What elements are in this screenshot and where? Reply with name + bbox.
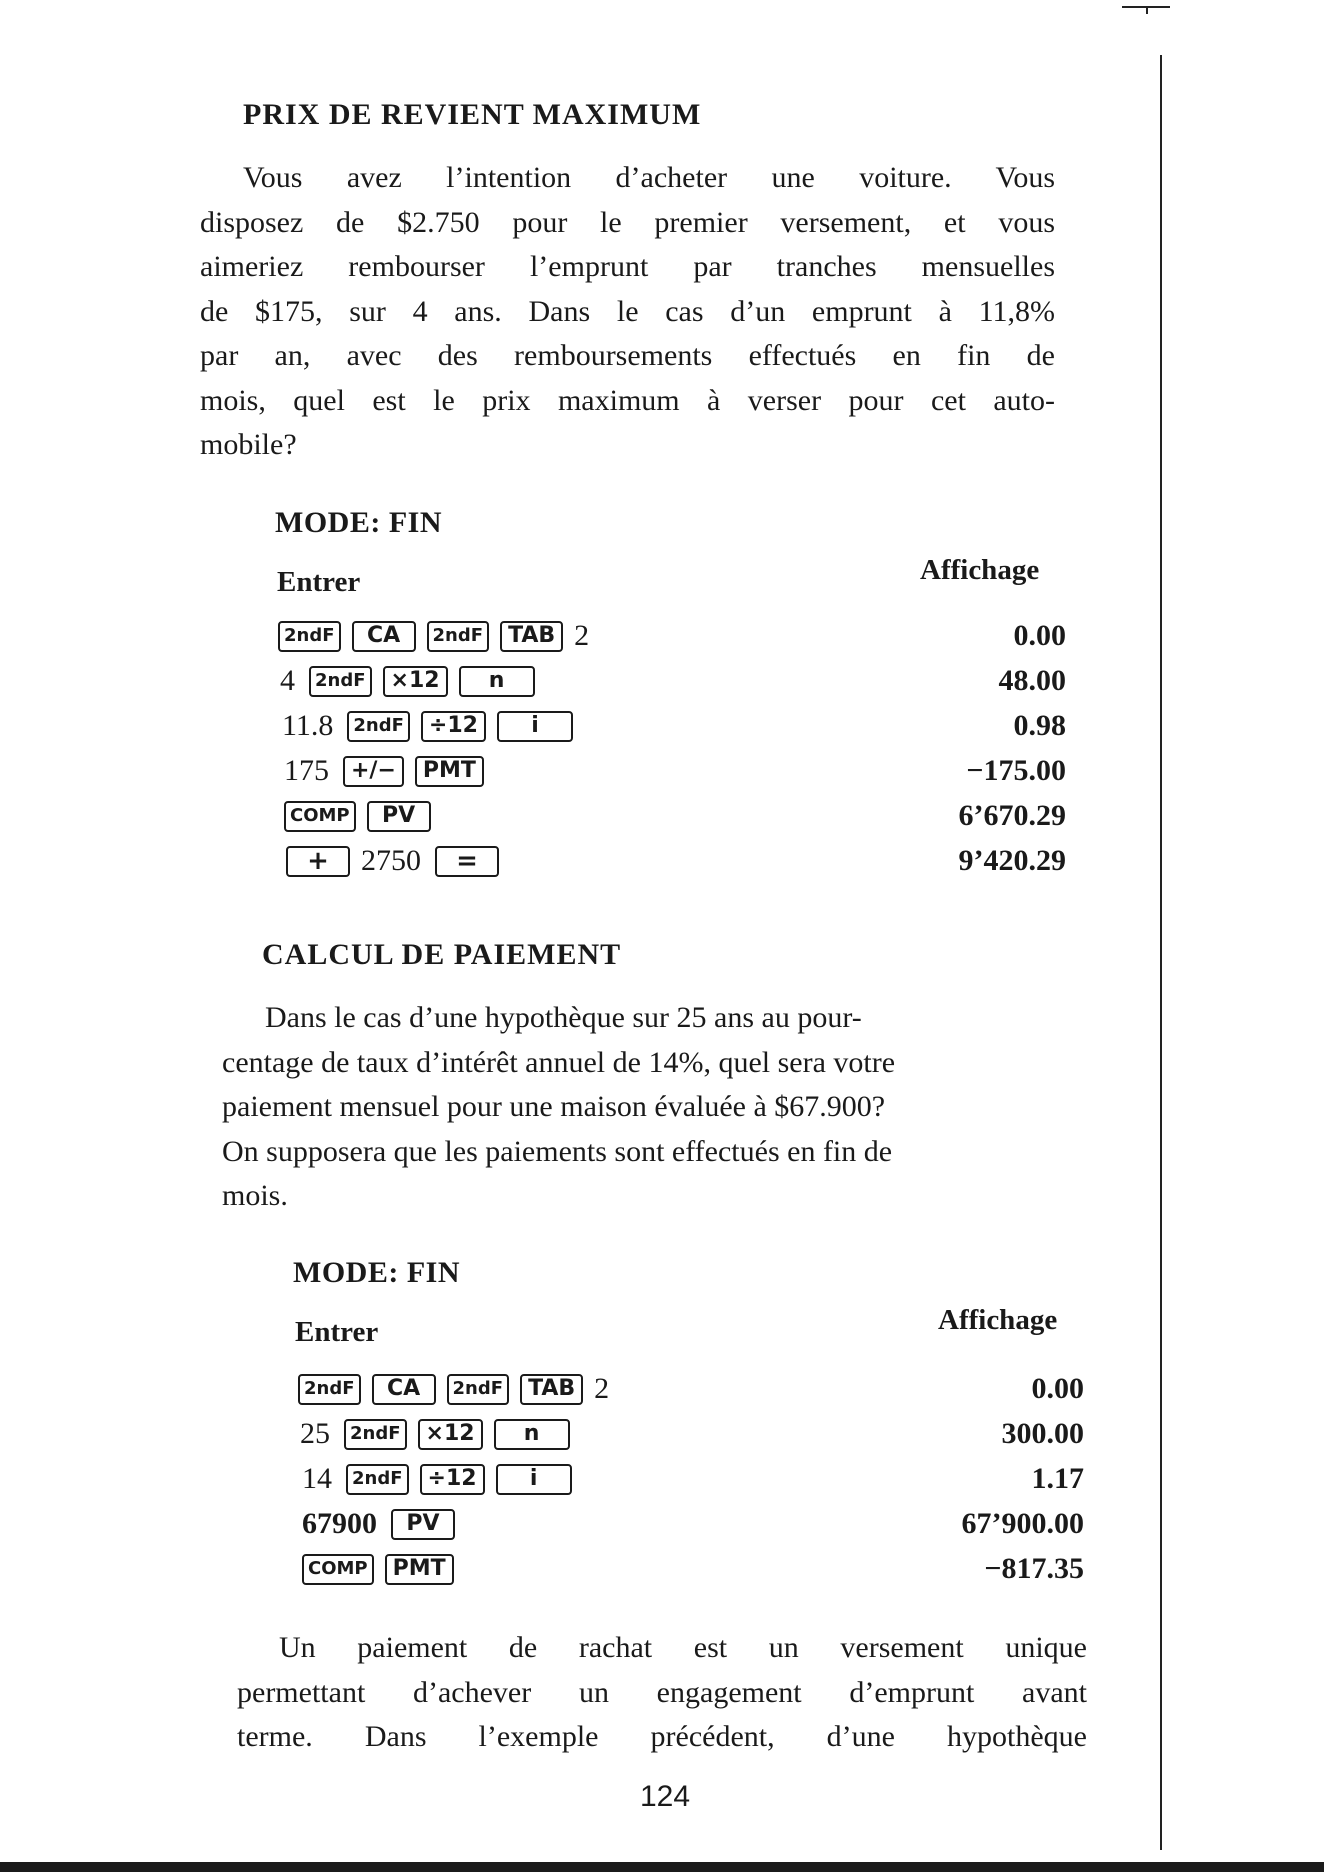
section1-display-4: −175.00 [966,754,1066,787]
key-2ndf[interactable]: 2ndF [347,711,410,742]
section1-line-1: Vous avez l’intention d’acheter une voiture. Vous [243,161,1055,194]
section2-step-2 [300,1414,581,1454]
page-number: 124 [640,1780,691,1813]
key-2ndf[interactable]: 2ndF [298,1374,361,1405]
key-pv[interactable]: PV [367,801,431,832]
section2-line-3: paiement mensuel pour une maison évaluée à $67.900? [222,1090,886,1123]
section1-display-3: 0.98 [1013,709,1066,742]
section2-line-2: centage de taux d’intérêt annuel de 14%, quel sera votre [222,1045,896,1079]
key-tab[interactable]: TAB [520,1374,583,1405]
key-i[interactable]: i [497,711,573,742]
key-ca[interactable]: CA [352,621,416,652]
section1-step-6 [286,841,510,881]
key-times-12[interactable]: ×12 [418,1419,483,1450]
key-pv[interactable]: PV [391,1509,455,1540]
section1-display-1: 0.00 [1013,619,1066,652]
key-2ndf[interactable]: 2ndF [427,621,490,652]
key-comp[interactable]: COMP [302,1554,374,1585]
section2-display-3: 1.17 [1031,1462,1084,1495]
step-prefix: 67900 [302,1507,377,1540]
key-divide-12[interactable]: ÷12 [420,1464,485,1495]
step-prefix: 4 [280,664,295,697]
section1-line-7: mobile? [200,428,297,461]
section2-step-5 [302,1549,465,1589]
section1-line-3: aimeriez rembourser l’emprunt par tranches mensuelles [200,250,1055,283]
closing-paragraph [237,1626,1087,1760]
section1-line-2: disposez de $2.750 pour le premier versement, et vous [200,205,1055,239]
key-plus[interactable]: + [286,846,350,877]
key-2ndf[interactable]: 2ndF [309,666,372,697]
top-right-tick [1146,6,1148,14]
section1-display-5: 6’670.29 [958,799,1066,832]
key-i[interactable]: i [496,1464,572,1495]
section1-heading: PRIX DE REVIENT MAXIMUM [243,98,702,131]
section1-step-3 [282,706,584,746]
step-suffix: 2 [574,619,590,652]
section1-step-5 [284,796,442,836]
section1-line-4: de $175, sur 4 ans. Dans le cas d’un emprunt à 11,8% [200,294,1055,328]
closing-line-1: Un paiement de rachat est un versement unique [279,1631,1087,1664]
section2-step-4 [302,1504,466,1544]
key-tab[interactable]: TAB [500,621,563,652]
section2-display-header: Affichage [938,1304,1058,1336]
section2-paragraph [222,996,895,1219]
step-suffix: 2750 [361,844,421,877]
key-equals[interactable]: = [435,846,499,877]
section2-heading: CALCUL DE PAIEMENT [262,938,622,971]
section1-display-header: Affichage [920,554,1040,586]
section1-entry-header: Entrer [277,566,361,598]
section1-step-2 [280,661,546,701]
section2-mode-label: MODE: FIN [293,1256,460,1289]
key-comp[interactable]: COMP [284,801,356,832]
key-2ndf[interactable]: 2ndF [344,1419,407,1450]
bottom-edge [0,1862,1324,1872]
section1-step-4 [284,751,495,791]
section2-entry-header: Entrer [295,1316,379,1348]
key-divide-12[interactable]: ÷12 [421,711,486,742]
section2-step-3 [302,1459,583,1499]
section2-display-2: 300.00 [1001,1417,1084,1450]
key-times-12[interactable]: ×12 [383,666,448,697]
key-n[interactable]: n [459,666,535,697]
key-pmt[interactable]: PMT [415,756,484,787]
section1-paragraph [200,156,1055,468]
key-ca[interactable]: CA [372,1374,436,1405]
right-margin-rule [1160,55,1162,1850]
key-change-sign[interactable]: +/− [343,756,404,787]
key-2ndf[interactable]: 2ndF [346,1464,409,1495]
section2-display-1: 0.00 [1031,1372,1084,1405]
step-prefix: 25 [300,1417,330,1450]
section2-step-1 [298,1369,623,1409]
closing-line-3: terme. Dans l’exemple précédent, d’une hypothèque [237,1720,1087,1753]
step-prefix: 175 [284,754,329,787]
section2-display-5: −817.35 [984,1552,1084,1585]
section1-line-5: par an, avec des remboursements effectués en fin de [200,339,1055,372]
section1-step-1 [278,616,603,656]
section1-display-2: 48.00 [998,664,1066,697]
section1-line-6: mois, quel est le prix maximum à verser pour cet auto- [200,383,1055,417]
closing-line-2: permettant d’achever un engagement d’emprunt avant [237,1675,1087,1709]
key-n[interactable]: n [494,1419,570,1450]
step-prefix: 11.8 [282,709,334,742]
key-2ndf[interactable]: 2ndF [447,1374,510,1405]
key-2ndf[interactable]: 2ndF [278,621,341,652]
section2-line-5: mois. [222,1179,288,1212]
section2-line-1: Dans le cas d’une hypothèque sur 25 ans au pour- [265,1001,862,1034]
step-prefix: 14 [302,1462,332,1495]
section2-display-4: 67’900.00 [961,1507,1084,1540]
section1-display-6: 9’420.29 [958,844,1066,877]
section1-mode-label: MODE: FIN [275,506,442,539]
step-suffix: 2 [594,1372,610,1405]
section2-line-4: On supposera que les paiements sont effectués en fin de [222,1134,893,1168]
key-pmt[interactable]: PMT [385,1554,454,1585]
